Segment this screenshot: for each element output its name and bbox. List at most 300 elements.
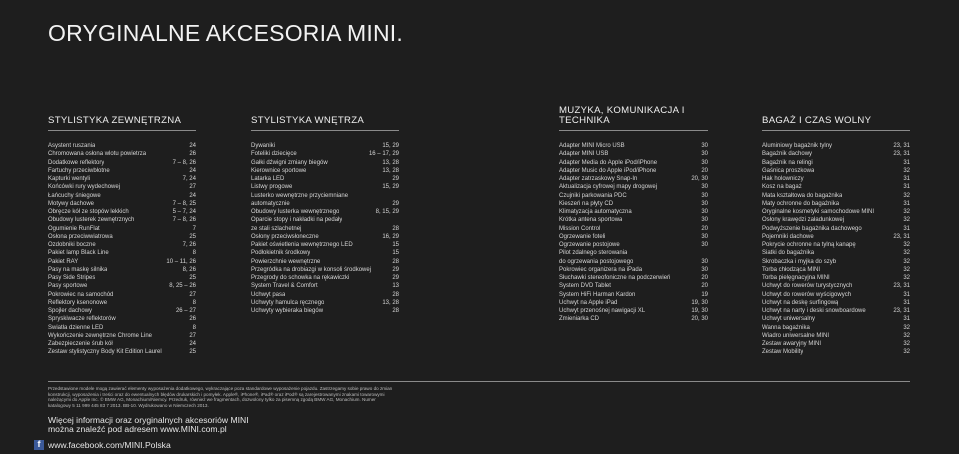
index-entry	[48, 200, 196, 208]
entry-pages: 20	[701, 283, 708, 290]
entry-label: Pakiet oświetlenia wewnętrznego LED	[251, 242, 353, 248]
index-entry	[762, 192, 910, 200]
index-entry	[251, 175, 399, 183]
entry-pages: 5 – 7, 24	[172, 209, 196, 215]
index-entry	[48, 183, 196, 191]
index-entry	[48, 241, 196, 249]
entry-label: Ozdobniki boczne	[48, 242, 96, 248]
index-entry	[559, 258, 708, 266]
entry-label: Przegródka na drobiazgi w konsoli środkowej	[251, 266, 372, 273]
entry-label: Pakiet lamp Black Line	[48, 250, 109, 257]
entry-label: Latarka LED	[251, 176, 285, 182]
index-entry	[251, 249, 399, 257]
entry-pages: 28	[392, 308, 399, 314]
index-entry	[762, 241, 910, 249]
entry-label: Bagażnik dachowy	[762, 151, 813, 158]
index-entry	[48, 150, 196, 158]
index-entry	[48, 299, 196, 307]
index-entry	[559, 307, 708, 315]
entry-pages: 25	[189, 275, 196, 281]
index-entry	[251, 142, 399, 150]
index-entry	[251, 291, 399, 299]
index-entry	[48, 175, 196, 183]
entry-pages: 31	[903, 316, 910, 323]
entry-pages: 7 – 8, 26	[172, 159, 196, 166]
index-entry	[48, 167, 196, 175]
entry-pages: 7 – 8, 26	[172, 217, 196, 224]
entry-pages: 20, 30	[691, 316, 708, 323]
entry-label: Osłona przeciwwiatrowa	[48, 233, 113, 240]
entry-label: Reflektory ksenonowe	[48, 299, 108, 306]
entry-pages: 7	[192, 225, 196, 232]
entry-pages: 31	[903, 299, 910, 306]
entry-label: Adapter MINI USB	[559, 151, 609, 158]
index-entry	[251, 307, 399, 315]
index-entry	[48, 282, 196, 290]
entry-label: Klimatyzacja automatyczna	[559, 209, 632, 215]
index-entry	[48, 291, 196, 299]
column-divider	[762, 130, 910, 131]
entry-pages: 26	[189, 151, 196, 158]
entry-pages: 16, 29	[382, 233, 399, 240]
index-entry	[251, 225, 399, 233]
entry-pages: 24	[189, 192, 196, 199]
index-entry	[48, 192, 196, 200]
column-divider	[251, 130, 399, 131]
legal-note: Przedstawione modele mogą zawierać elementy wyposażenia dodatkowego, wykraczające poza standardowe wyposażenie pojazdu. Zastrzegamy sobie prawo do zmian konstrukcji, wyposażenia i treści oraz do ewentualnych błędów drukarskich i pomyłek. Apple®, iPhone®, iPad® oraz iPod® są zarejestrowanymi znakami towarowymi należącymi do Apple Inc. © BMW AG, Monachium/Niemcy. Przedruk, również we fragmentach, dozwolony tylko za pisemną zgodą BMW AG, Monachium. Numer katalogowy 5 11 999 445 83 7 2013. BB-10. Wydrukowano w Niemczech 2013.	[48, 386, 393, 408]
entry-pages: 25	[189, 233, 196, 240]
entry-pages: 30	[701, 242, 708, 248]
entry-label: automatycznie	[251, 200, 290, 207]
entry-label: Uchwyt przenośnej nawigacji XL	[559, 308, 646, 314]
index-entry	[762, 348, 910, 356]
index-entry	[559, 208, 708, 216]
entry-pages: 23, 31	[893, 283, 910, 290]
index-entry	[762, 299, 910, 307]
index-entry	[762, 167, 910, 175]
index-entry	[559, 200, 708, 208]
entry-label: Zestaw awaryjny MINI	[762, 341, 822, 347]
index-entry	[559, 150, 708, 158]
index-entry	[48, 307, 196, 315]
entry-label: Wiadro uniwersalne MINI	[762, 332, 830, 339]
entry-pages: 13	[392, 283, 399, 290]
more-info-line[interactable]: można znaleźć pod adresem www.MINI.com.pl	[48, 424, 227, 435]
entry-label: Uchwyty wybieraka biegów	[251, 308, 324, 314]
index-entry	[762, 340, 910, 348]
entry-pages: 29	[392, 176, 399, 182]
entry-pages: 26 – 27	[175, 308, 196, 314]
entry-pages: 7, 26	[182, 242, 196, 248]
entry-label: Zmieniarka CD	[559, 316, 600, 323]
entry-label: Mission Control	[559, 225, 601, 232]
column-music-communication-tech	[559, 96, 708, 324]
index-entry	[559, 299, 708, 307]
entry-label: Zestaw Mobility	[762, 349, 804, 356]
index-entry	[762, 266, 910, 274]
index-entry	[762, 216, 910, 224]
entry-label: System HiFi Harman Kardon	[559, 291, 636, 298]
entry-label: Spryskiwacze reflektorów	[48, 316, 116, 323]
index-entry	[559, 142, 708, 150]
entry-pages: 15, 29	[382, 143, 399, 149]
entry-label: Ogumienie RunFlat	[48, 225, 100, 232]
index-entry	[251, 216, 399, 224]
column-heading: MUZYKA, KOMUNIKACJA I TECHNIKA	[559, 105, 685, 126]
index-entry	[559, 175, 708, 183]
entry-pages: 32	[903, 266, 910, 273]
entry-label: Foteliki dziecięce	[251, 151, 297, 158]
entry-pages: 15	[392, 242, 399, 248]
entry-label: Adapter Media do Apple iPod/iPhone	[559, 159, 658, 166]
index-entry	[762, 233, 910, 241]
entry-label: Spojler dachowy	[48, 308, 93, 314]
index-entry	[48, 225, 196, 233]
entry-label: Kierownice sportowe	[251, 167, 307, 174]
index-entry	[251, 183, 399, 191]
entry-label: Maty ochronne do bagażnika	[762, 200, 840, 207]
entry-label: Przegrody do schowka na rękawiczki	[251, 275, 350, 281]
entry-label: Pasy na maskę silnika	[48, 266, 108, 273]
entry-pages: 32	[903, 192, 910, 199]
entry-label: Pokrowiec na samochód	[48, 291, 114, 298]
index-entry	[559, 233, 708, 241]
entry-label: Adapter Music do Apple iPod/iPhone	[559, 167, 657, 174]
index-entry	[762, 282, 910, 290]
entry-pages: 24	[189, 341, 196, 347]
footer-divider	[48, 381, 910, 382]
index-entry	[762, 249, 910, 257]
index-entry	[762, 183, 910, 191]
entry-label: Oryginalne kosmetyki samochodowe MINI	[762, 209, 875, 215]
entry-pages: 30	[701, 233, 708, 240]
entry-pages: 32	[903, 349, 910, 356]
entry-pages: 30	[701, 159, 708, 166]
entry-label: Aluminiowy bagażnik tylny	[762, 143, 833, 149]
entry-pages: 29	[392, 266, 399, 273]
index-entry	[559, 266, 708, 274]
entry-pages: 30	[701, 266, 708, 273]
entry-label: Bagażnik na relingi	[762, 159, 813, 166]
index-entry	[48, 216, 196, 224]
entry-pages: 20, 30	[691, 176, 708, 182]
index-entry	[251, 258, 399, 266]
entry-pages: 8, 25 – 26	[169, 283, 196, 290]
entry-label: Aktualizacja cyfrowej mapy drogowej	[559, 184, 658, 191]
entry-label: Oparcie stopy i nakładki na pedały	[251, 217, 343, 224]
index-entry	[48, 324, 196, 332]
entry-pages: 32	[903, 242, 910, 248]
index-entry	[762, 274, 910, 282]
entry-pages: 31	[903, 159, 910, 166]
entry-label: Lusterko wewnętrzne przyciemniane	[251, 192, 349, 199]
entry-pages: 15, 29	[382, 184, 399, 191]
entry-pages: 27	[189, 332, 196, 339]
entry-pages: 20	[701, 167, 708, 174]
entry-pages: 27	[189, 291, 196, 298]
entry-pages: 31	[903, 291, 910, 298]
index-entry	[251, 299, 399, 307]
index-entry	[251, 200, 399, 208]
entry-pages: 30	[701, 192, 708, 199]
entry-label: ze stali szlachetnej	[251, 225, 302, 232]
column-heading: BAGAŻ I CZAS WOLNY	[762, 115, 872, 126]
entry-label: System DVD Tablet	[559, 283, 611, 290]
index-entry	[762, 315, 910, 323]
entry-pages: 25	[189, 349, 196, 356]
index-entry	[559, 315, 708, 323]
page-title: ORYGINALNE AKCESORIA MINI.	[48, 20, 403, 46]
entry-pages: 31	[903, 176, 910, 182]
entry-label: Motywy dachowe	[48, 200, 95, 207]
entry-label: Uchwyt do rowerów wyścigowych	[762, 291, 852, 298]
index-entry	[762, 225, 910, 233]
entry-pages: 13, 28	[382, 299, 399, 306]
item-list	[762, 142, 910, 357]
entry-pages: 19	[701, 291, 708, 298]
entry-label: Uchwyt do rowerów turystycznych	[762, 283, 853, 290]
index-entry	[48, 258, 196, 266]
index-entry	[762, 150, 910, 158]
index-entry	[762, 332, 910, 340]
entry-label: Słuchawki stereofoniczne na podczerwień	[559, 275, 671, 281]
facebook-url[interactable]: www.facebook.com/MINI.Polska	[48, 440, 171, 450]
entry-label: Obręcze kół ze stopów lekkich	[48, 209, 129, 215]
index-entry	[762, 159, 910, 167]
entry-pages: 13, 28	[382, 159, 399, 166]
entry-label: Powierzchnie wewnętrzne	[251, 258, 321, 265]
entry-label: Fartuchy przeciwbłotne	[48, 167, 110, 174]
entry-label: Listwy progowe	[251, 184, 293, 191]
entry-pages: 28	[392, 225, 399, 232]
column-interior-styling	[251, 96, 399, 315]
entry-label: Uchwyty hamulca ręcznego	[251, 299, 325, 306]
entry-label: Ogrzewanie postojowe	[559, 242, 620, 248]
entry-label: Obudowy lusterka wewnętrznego	[251, 209, 340, 215]
entry-label: Adapter MINI Micro USB	[559, 143, 625, 149]
index-entry	[48, 348, 196, 356]
index-entry	[48, 266, 196, 274]
entry-label: Uchwyt na Apple iPad	[559, 299, 618, 306]
entry-label: Osłony krawędzi załadunkowej	[762, 217, 845, 224]
index-entry	[559, 183, 708, 191]
entry-label: Gałki dźwigni zmiany biegów	[251, 159, 328, 166]
column-heading: STYLISTYKA WNĘTRZA	[251, 115, 365, 126]
index-entry	[559, 274, 708, 282]
entry-pages: 32	[903, 167, 910, 174]
index-entry	[251, 233, 399, 241]
index-entry	[251, 167, 399, 175]
column-exterior-styling	[48, 96, 196, 357]
entry-label: Końcówki rury wydechowej	[48, 184, 121, 191]
item-list	[251, 142, 399, 315]
entry-pages: 24	[189, 143, 196, 149]
entry-label: Ogrzewanie foteli	[559, 233, 606, 240]
entry-label: Uchwyt na deskę surfingową	[762, 299, 839, 306]
column-divider	[559, 130, 708, 131]
entry-pages: 32	[903, 258, 910, 265]
entry-label: Łańcuchy śniegowe	[48, 192, 101, 199]
entry-pages: 29	[392, 275, 399, 281]
entry-pages: 23, 31	[893, 233, 910, 240]
entry-pages: 19, 30	[691, 299, 708, 306]
index-entry	[762, 307, 910, 315]
index-entry	[251, 150, 399, 158]
index-entry	[559, 167, 708, 175]
entry-label: Pokrycie ochronne na tylną kanapę	[762, 242, 856, 248]
entry-pages: 30	[701, 200, 708, 207]
entry-pages: 23, 31	[893, 308, 910, 314]
entry-pages: 8, 26	[182, 266, 196, 273]
column-luggage-leisure	[762, 96, 910, 357]
index-entry	[48, 142, 196, 150]
entry-pages: 30	[701, 209, 708, 215]
entry-pages: 30	[701, 258, 708, 265]
entry-label: Światła dzienne LED	[48, 324, 104, 331]
index-entry	[251, 241, 399, 249]
index-entry	[48, 274, 196, 282]
entry-label: Podłokietnik środkowy	[251, 250, 311, 257]
entry-label: Gaśnica proszkowa	[762, 167, 815, 174]
entry-pages: 32	[903, 250, 910, 257]
entry-pages: 7, 24	[182, 176, 196, 182]
entry-label: Czujniki parkowania PDC	[559, 192, 627, 199]
index-entry	[559, 216, 708, 224]
index-entry	[762, 291, 910, 299]
index-entry	[48, 315, 196, 323]
entry-label: Uchwyt pasa	[251, 291, 286, 298]
index-entry	[251, 159, 399, 167]
entry-label: Osłony przeciwsłoneczne	[251, 233, 319, 240]
entry-pages: 8	[192, 299, 196, 306]
entry-label: Kapturki wentyli	[48, 176, 91, 182]
entry-pages: 32	[903, 341, 910, 347]
index-entry	[762, 142, 910, 150]
more-info	[48, 416, 348, 435]
entry-pages: 32	[903, 217, 910, 224]
more-info-line: Więcej informacji oraz oryginalnych akcesoriów MINI	[48, 415, 249, 425]
index-entry	[762, 208, 910, 216]
index-entry	[559, 225, 708, 233]
entry-label: Kosz na bagaż	[762, 184, 802, 191]
index-entry	[762, 200, 910, 208]
entry-label: Pojemniki dachowe	[762, 233, 814, 240]
entry-pages: 16 – 17, 29	[368, 151, 399, 158]
entry-label: Torba pielęgnacyjna MINI	[762, 275, 830, 281]
index-entry	[251, 208, 399, 216]
entry-label: Asystent ruszania	[48, 143, 96, 149]
entry-pages: 24	[189, 167, 196, 174]
item-list	[48, 142, 196, 357]
index-entry	[559, 192, 708, 200]
entry-label: Uchwyt uniwersalny	[762, 316, 816, 323]
entry-label: Zabezpieczenie śrub kół	[48, 341, 113, 347]
entry-pages: 8	[192, 250, 196, 257]
entry-label: Pakiet RAY	[48, 258, 79, 265]
entry-label: Chromowana osłona wlotu powietrza	[48, 151, 147, 158]
entry-label: Mata kształtowa do bagażnika	[762, 192, 843, 199]
index-entry	[251, 274, 399, 282]
index-entry	[559, 282, 708, 290]
entry-label: Pasy sportowe	[48, 283, 88, 290]
index-entry	[251, 282, 399, 290]
index-entry	[559, 249, 708, 257]
entry-label: Dywaniki	[251, 143, 276, 149]
entry-label: Pasy Side Stripes	[48, 275, 96, 281]
entry-pages: 30	[701, 217, 708, 224]
entry-pages: 8, 15, 29	[375, 209, 399, 215]
entry-label: Wanna bagażnika	[762, 324, 810, 331]
entry-pages: 26	[189, 316, 196, 323]
entry-label: do ogrzewania postojowego	[559, 258, 634, 265]
column-heading: STYLISTYKA ZEWNĘTRZNA	[48, 115, 182, 126]
entry-pages: 31	[903, 225, 910, 232]
index-entry	[251, 192, 399, 200]
entry-pages: 30	[701, 184, 708, 191]
entry-pages: 8	[192, 324, 196, 331]
entry-pages: 29	[392, 200, 399, 207]
index-entry	[251, 266, 399, 274]
index-entry	[48, 332, 196, 340]
entry-pages: 31	[903, 184, 910, 191]
entry-pages: 28	[392, 291, 399, 298]
entry-label: Pokrowiec organizera na iPada	[559, 266, 643, 273]
entry-label: System Travel & Comfort	[251, 283, 318, 290]
entry-pages: 15	[392, 250, 399, 257]
index-entry	[48, 233, 196, 241]
entry-label: Kieszeń na płyty CD	[559, 200, 614, 207]
entry-label: Dodatkowe reflektory	[48, 159, 105, 166]
facebook-icon: f	[34, 440, 44, 450]
entry-label: Krótka antena sportowa	[559, 217, 623, 224]
entry-pages: 30	[701, 143, 708, 149]
facebook-link[interactable]	[34, 440, 171, 450]
entry-pages: 30	[701, 151, 708, 158]
index-entry	[559, 291, 708, 299]
index-entry	[559, 241, 708, 249]
entry-pages: 32	[903, 332, 910, 339]
entry-pages: 32	[903, 324, 910, 331]
entry-pages: 32	[903, 209, 910, 215]
index-entry	[559, 159, 708, 167]
entry-pages: 23, 31	[893, 151, 910, 158]
index-entry	[48, 249, 196, 257]
entry-label: Skrobaczka i myjka do szyb	[762, 258, 837, 265]
entry-pages: 31	[903, 200, 910, 207]
index-entry	[48, 208, 196, 216]
entry-label: Zestaw stylistyczny Body Kit Edition Laurel	[48, 349, 162, 356]
index-entry	[48, 340, 196, 348]
index-entry	[762, 258, 910, 266]
entry-label: Uchwyt na narty i deski snowboardowe	[762, 308, 866, 314]
entry-pages: 13, 28	[382, 167, 399, 174]
entry-pages: 32	[903, 275, 910, 281]
index-entry	[762, 175, 910, 183]
index-entry	[48, 159, 196, 167]
index-entry	[762, 324, 910, 332]
entry-label: Wykończenie zewnętrzne Chrome Line	[48, 332, 152, 339]
entry-label: Pilot zdalnego sterowania	[559, 250, 628, 257]
entry-pages: 20	[701, 225, 708, 232]
entry-label: Podwyższenie bagażnika dachowego	[762, 225, 862, 232]
entry-label: Adapter zatrzaskowy Snap-In	[559, 176, 638, 182]
column-divider	[48, 130, 196, 131]
entry-pages: 7 – 8, 25	[172, 200, 196, 207]
entry-label: Hak holowniczy	[762, 176, 804, 182]
entry-pages: 20	[701, 275, 708, 281]
entry-label: Siatki do bagażnika	[762, 250, 815, 257]
entry-label: Torba chłodząca MINI	[762, 266, 821, 273]
